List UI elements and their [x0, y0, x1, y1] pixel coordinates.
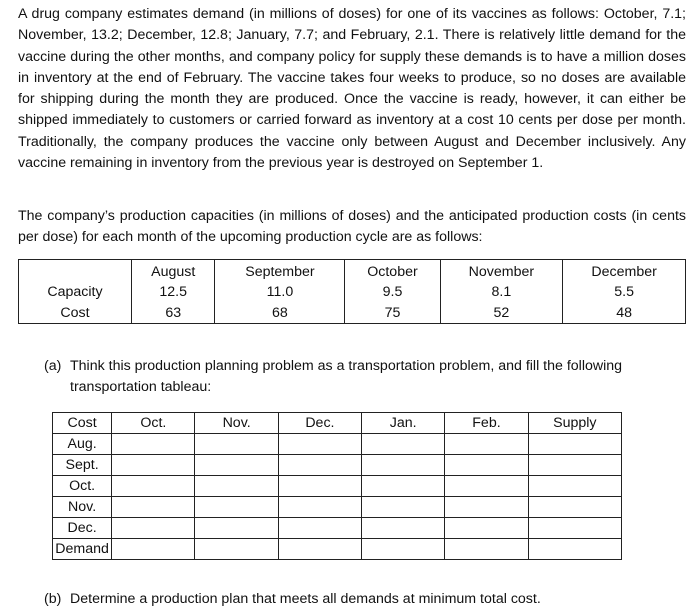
tableau-cell	[362, 518, 445, 539]
cost-value: 48	[616, 304, 632, 321]
tableau-cell	[195, 434, 278, 455]
tableau-column-header: Jan.	[362, 413, 445, 434]
tableau-cell	[362, 497, 445, 518]
tableau-cell	[278, 539, 361, 560]
capacity-intro: The company’s production capacities (in millions of doses) and the anticipated production costs (in cents per dose) for each month of the upcoming production cycle are as follows:	[18, 208, 686, 246]
august-column	[132, 260, 215, 324]
capacity-value: 12.5	[159, 284, 188, 301]
problem-intro: A drug company estimates demand (in millions of doses) for one of its vaccines as follows: October, 7.1; November, 13.2; December, 12.8; January, 7.7; and February, 2.1. There is relatively little demand for the vaccine during the other months, and company policy for supply these demands is to have a million doses in inventory at the end of February. The vaccine takes four weeks to produce, so no doses are available for shipping during the month they are produced. Once the vaccine is ready, however, it can either be shipped immediately to customers or carried forward as inventory at a cost 10 cents per dose per month. Traditionally, the company produces the vaccine only between August and December inclusively. Any vaccine remaining in inventory from the previous year is destroyed on September 1.	[18, 6, 686, 172]
tableau-row-header: Demand	[53, 539, 112, 560]
tableau-cell	[528, 434, 621, 455]
tableau-cell	[362, 539, 445, 560]
tableau-row	[53, 518, 622, 539]
question-b	[44, 589, 687, 610]
month-header: September	[245, 264, 315, 280]
tableau-cell	[112, 539, 195, 560]
tableau-cell	[112, 518, 195, 539]
tableau-cell	[195, 539, 278, 560]
tableau-cell	[195, 455, 278, 476]
tableau-cell	[528, 497, 621, 518]
production-table	[18, 259, 686, 324]
tableau-column-header: Dec.	[278, 413, 361, 434]
tableau-row	[53, 476, 622, 497]
tableau-corner-cell: Cost	[53, 413, 112, 434]
cost-value: 63	[165, 304, 182, 321]
question-a	[44, 356, 687, 399]
cost-value: 75	[384, 304, 401, 321]
transportation-tableau	[52, 412, 622, 560]
tableau-cell	[445, 434, 528, 455]
december-column	[563, 260, 686, 324]
tableau-cell	[528, 539, 621, 560]
tableau-cell	[362, 476, 445, 497]
tableau-cell	[445, 455, 528, 476]
capacity-row-label: Capacity	[47, 284, 103, 301]
tableau-row-header: Sept.	[53, 455, 112, 476]
question-b-text: Determine a production plan that meets all demands at minimum total cost.	[70, 591, 541, 607]
capacity-value: 11.0	[266, 284, 294, 301]
production-row-labels	[19, 260, 132, 324]
tableau-cell	[362, 434, 445, 455]
month-header: November	[468, 264, 535, 280]
cost-value: 68	[272, 304, 288, 321]
tableau-cell	[112, 434, 195, 455]
tableau-column-header: Nov.	[195, 413, 278, 434]
tableau-cell	[445, 539, 528, 560]
october-column	[345, 260, 440, 324]
september-column	[215, 260, 345, 324]
cost-row-label: Cost	[60, 304, 90, 321]
tableau-cell	[278, 497, 361, 518]
tableau-cell	[278, 455, 361, 476]
tableau-row-header: Oct.	[53, 476, 112, 497]
question-b-label: (b)	[44, 591, 62, 607]
tableau-cell	[278, 434, 361, 455]
tableau-cell	[278, 518, 361, 539]
tableau-cell	[278, 476, 361, 497]
tableau-row	[53, 434, 622, 455]
question-a-text-continued: transportation tableau:	[70, 379, 212, 396]
tableau-cell	[362, 455, 445, 476]
capacity-value: 8.1	[491, 284, 512, 301]
capacity-value: 9.5	[382, 284, 403, 301]
month-header: October	[367, 264, 418, 280]
tableau-row	[53, 497, 622, 518]
tableau-cell	[195, 497, 278, 518]
tableau-cell	[528, 518, 621, 539]
cost-value: 52	[493, 304, 510, 321]
capacity-value: 5.5	[614, 284, 634, 301]
tableau-cell	[528, 476, 621, 497]
tableau-row-header: Nov.	[53, 497, 112, 518]
tableau-header-row	[53, 413, 622, 434]
question-a-text: Think this production planning problem as a transportation problem, and fill the following	[70, 358, 623, 374]
tableau-row	[53, 539, 622, 560]
tableau-cell	[195, 476, 278, 497]
tableau-cell	[528, 455, 621, 476]
question-a-label: (a)	[44, 358, 62, 374]
tableau-cell	[112, 497, 195, 518]
tableau-row-header: Aug.	[53, 434, 112, 455]
tableau-row-header: Dec.	[53, 518, 112, 539]
tableau-cell	[445, 518, 528, 539]
month-header: December	[591, 264, 657, 280]
tableau-cell	[112, 476, 195, 497]
tableau-cell	[445, 476, 528, 497]
tableau-row	[53, 455, 622, 476]
tableau-column-header: Supply	[528, 413, 621, 434]
november-column	[440, 260, 563, 324]
tableau-column-header: Oct.	[112, 413, 195, 434]
tableau-cell	[112, 455, 195, 476]
tableau-column-header: Feb.	[445, 413, 528, 434]
tableau-cell	[445, 497, 528, 518]
month-header: August	[151, 264, 196, 280]
tableau-cell	[195, 518, 278, 539]
